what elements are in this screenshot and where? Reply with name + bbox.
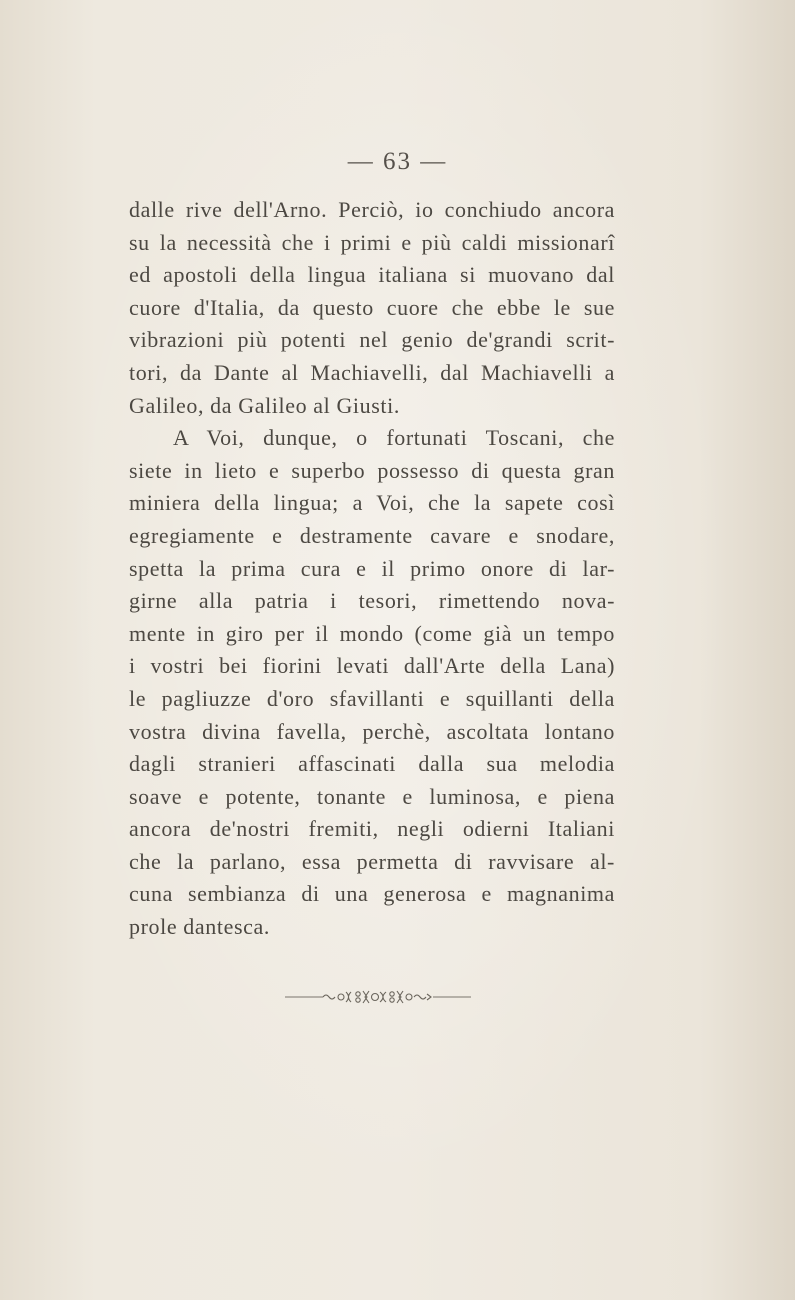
text-line: dagli stranieri affascinati dalla sua melodia (129, 751, 615, 777)
text-line: vibrazioni più potenti nel genio de'grandi scrit- (129, 327, 615, 353)
text-line: cuna sembianza di una generosa e magnanima (129, 881, 615, 907)
text-line: vostra divina favella, perchè, ascoltata lontano (129, 718, 615, 744)
text-line: che la parlano, essa permetta di ravvisare al- (129, 848, 615, 874)
text-line: egregiamente e destramente cavare e snodare, (129, 522, 615, 548)
text-line: ancora de'nostri fremiti, negli odierni Italiani (129, 816, 615, 842)
text-line: Galileo, da Galileo al Giusti. (129, 392, 400, 418)
text-line: le pagliuzze d'oro sfavillanti e squillanti della (129, 685, 615, 711)
text-line: su la necessità che i primi e più caldi missionarî (129, 229, 615, 255)
page-number: — 63 — (347, 148, 448, 175)
text-line: miniera della lingua; a Voi, che la sapete così (129, 490, 615, 516)
body-text (129, 194, 615, 944)
text-line: ed apostoli della lingua italiana si muovano dal (129, 262, 615, 288)
text-line: soave e potente, tonante e luminosa, e piena (129, 783, 615, 809)
text-line: i vostri bei fiorini levati dall'Arte della Lana) (129, 653, 615, 679)
text-line: cuore d'Italia, da questo cuore che ebbe le sue (129, 294, 615, 320)
text-line: spetta la prima cura e il primo onore di lar- (129, 555, 615, 581)
text-line: prole dantesca. (129, 914, 270, 940)
text-line: mente in giro per il mondo (come già un tempo (129, 620, 615, 646)
tailpiece-ornament-icon (283, 986, 473, 1008)
text-line: dalle rive dell'Arno. Perciò, io conchiudo ancora (129, 197, 615, 222)
text-line: girne alla patria i tesori, rimettendo nova- (129, 588, 615, 614)
text-line: siete in lieto e superbo possesso di questa gran (129, 457, 615, 483)
text-line: tori, da Dante al Machiavelli, dal Machiavelli a (129, 359, 615, 385)
text-line: A Voi, dunque, o fortunati Toscani, che (173, 425, 615, 451)
